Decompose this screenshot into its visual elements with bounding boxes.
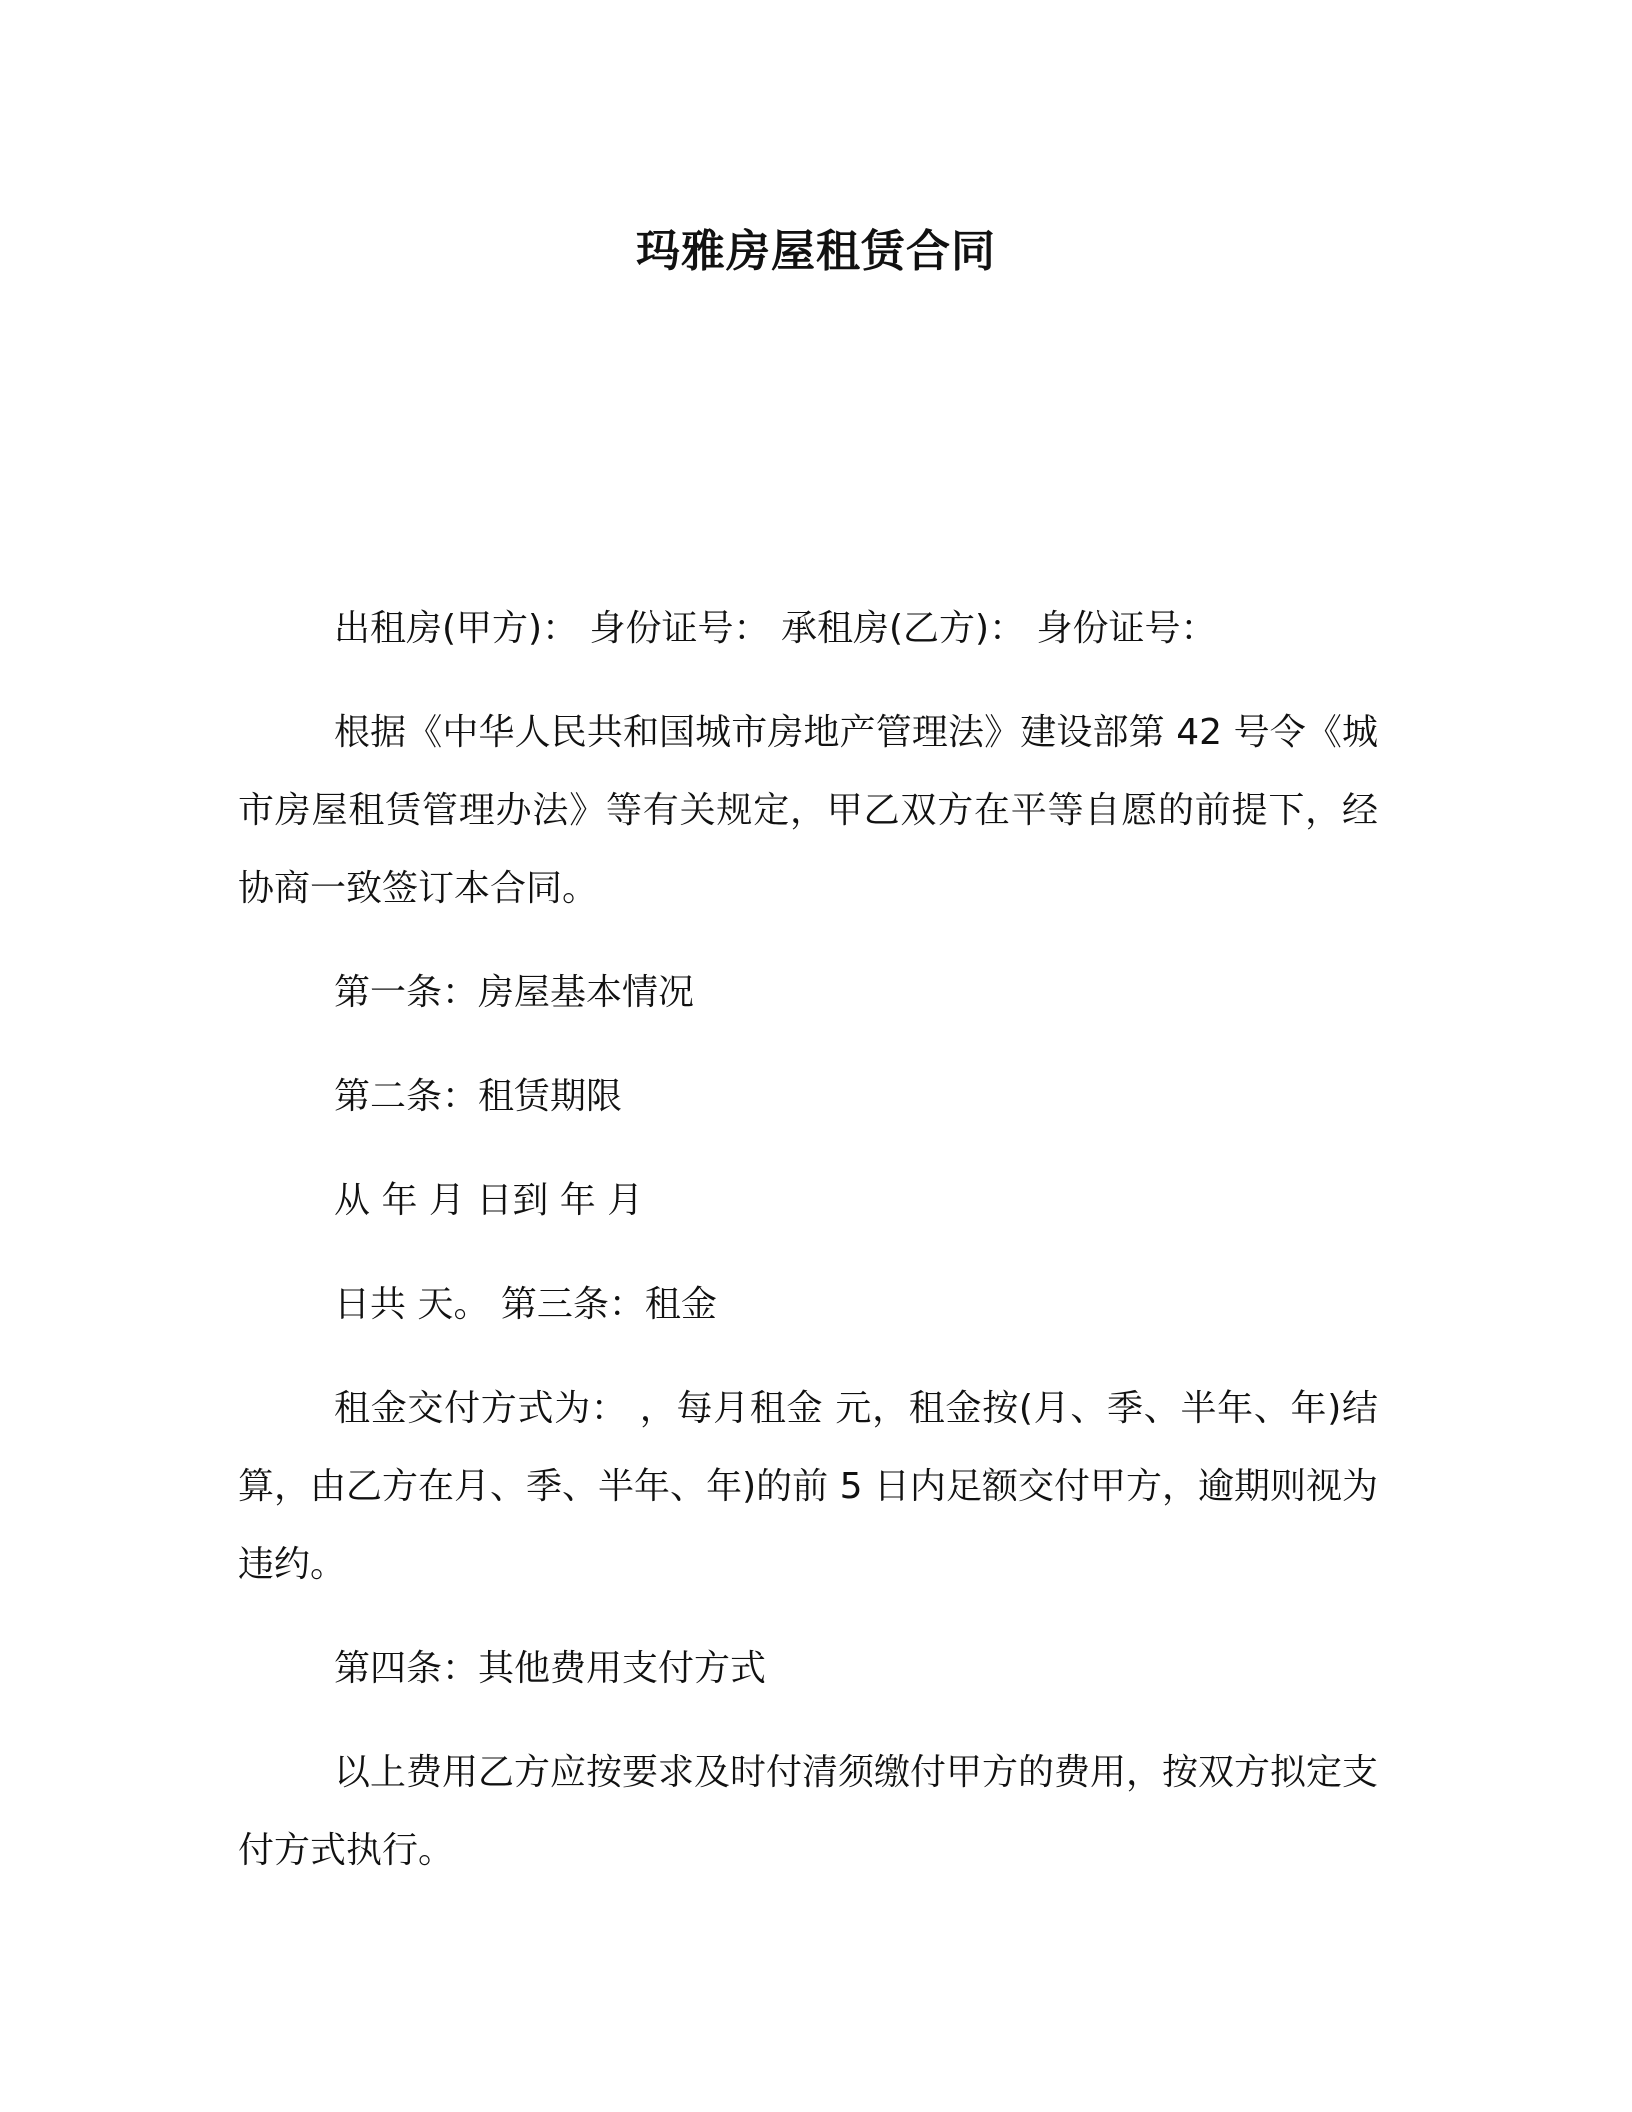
article-2-heading: 第二条：租赁期限 bbox=[334, 1076, 623, 1117]
article-1-heading: 第一条：房屋基本情况 bbox=[334, 972, 695, 1013]
preamble-paragraph: 根据《中华人民共和国城市房地产管理法》建设部第 42 号令《城市房屋租赁管理办法》等有关规定，甲乙双方在平等自愿的前提下，经协商一致签订本合同。 bbox=[238, 712, 1378, 909]
document-body bbox=[238, 590, 1378, 1916]
lease-days-article-3-line: 日共 天。 第三条：租金 bbox=[334, 1284, 717, 1325]
document-title: 玛雅房屋租赁合同 bbox=[636, 226, 996, 277]
other-fees-paragraph: 以上费用乙方应按要求及时付清须缴付甲方的费用，按双方拟定支付方式执行。 bbox=[238, 1752, 1379, 1871]
parties-line: 出租房(甲方)： 身份证号： 承租房(乙方)： 身份证号： bbox=[334, 608, 1217, 649]
article-4-heading: 第四条：其他费用支付方式 bbox=[334, 1648, 767, 1689]
rent-payment-paragraph: 租金交付方式为： ，每月租金 元，租金按(月、季、半年、年)结算，由乙方在月、季、半年、年)的前 5 日内足额交付甲方，逾期则视为违约。 bbox=[238, 1388, 1378, 1585]
lease-term-line: 从 年 月 日到 年 月 bbox=[334, 1180, 644, 1221]
